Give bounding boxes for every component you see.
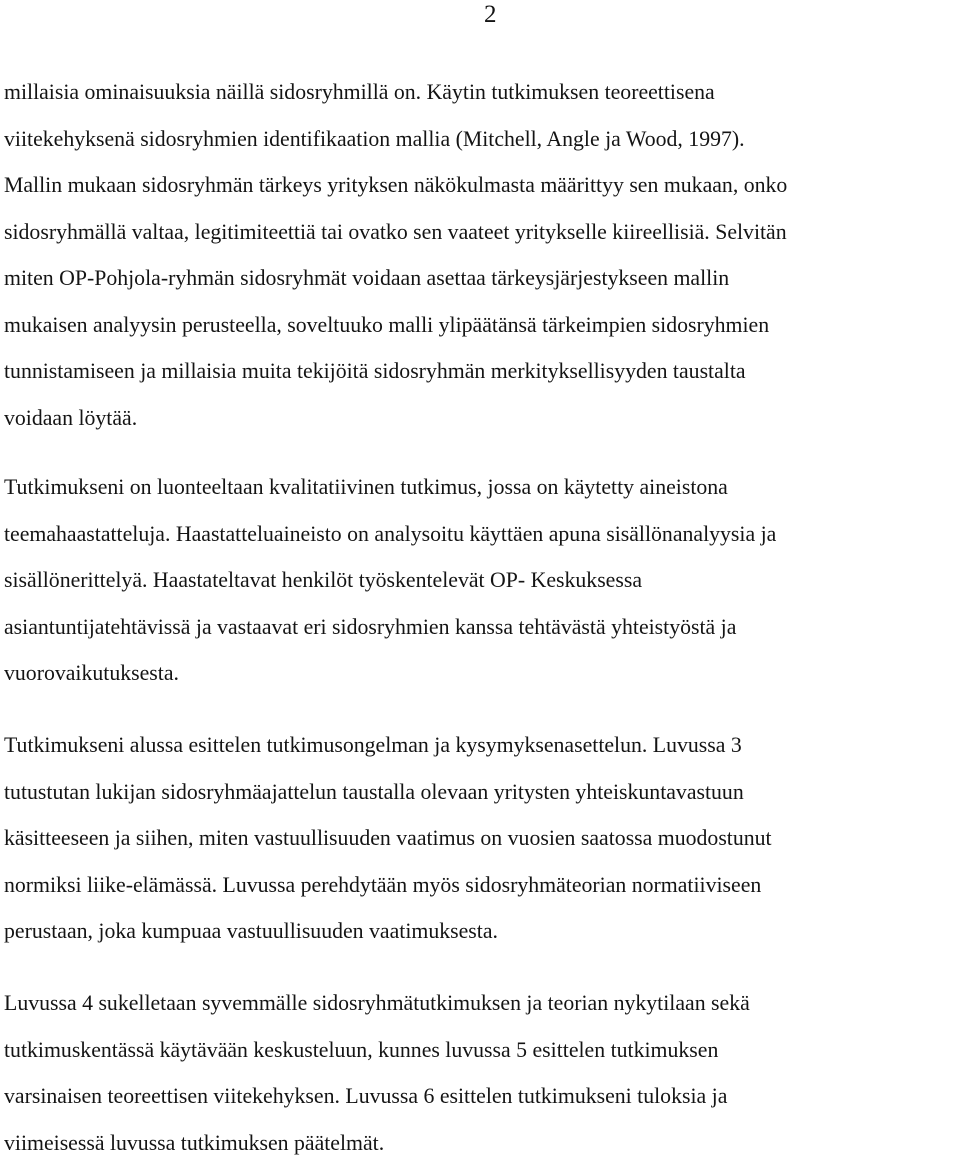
page-number: 2 [484, 0, 497, 30]
text-line: mukaisen analyysin perusteella, soveltuuko malli ylipäätänsä tärkeimpien sidosryhmien [4, 302, 960, 349]
text-line: tunnistamiseen ja millaisia muita tekijöitä sidosryhmän merkityksellisyyden taustalta [4, 348, 960, 395]
text-line: viitekehyksenä sidosryhmien identifikaation mallia (Mitchell, Angle ja Wood, 1997). [4, 116, 960, 163]
text-line: käsitteeseen ja siihen, miten vastuullisuuden vaatimus on vuosien saatossa muodostunut [4, 815, 960, 862]
text-line: Tutkimukseni on luonteeltaan kvalitatiivinen tutkimus, jossa on käytetty aineistona [4, 464, 960, 511]
text-line: tutustutan lukijan sidosryhmäajattelun taustalla olevaan yritysten yhteiskuntavastuun [4, 769, 960, 816]
text-line: teemahaastatteluja. Haastatteluaineisto on analysoitu käyttäen apuna sisällönanalyysia ja [4, 511, 960, 558]
text-line: tutkimuskentässä käytävään keskusteluun, kunnes luvussa 5 esittelen tutkimuksen [4, 1027, 960, 1074]
paragraph-2 [4, 464, 960, 697]
text-line: Tutkimukseni alussa esittelen tutkimusongelman ja kysymyksenasettelun. Luvussa 3 [4, 722, 960, 769]
text-line: vuorovaikutuksesta. [4, 650, 960, 697]
text-line: normiksi liike-elämässä. Luvussa perehdytään myös sidosryhmäteorian normatiiviseen [4, 862, 960, 909]
text-line: perustaan, joka kumpuaa vastuullisuuden vaatimuksesta. [4, 908, 960, 955]
text-line: millaisia ominaisuuksia näillä sidosryhmillä on. Käytin tutkimuksen teoreettisena [4, 69, 960, 116]
paragraph-4 [4, 980, 960, 1166]
paragraph-3 [4, 722, 960, 955]
text-line: viimeisessä luvussa tutkimuksen päätelmät. [4, 1120, 960, 1166]
text-line: voidaan löytää. [4, 395, 960, 442]
text-line: miten OP-Pohjola-ryhmän sidosryhmät voidaan asettaa tärkeysjärjestykseen mallin [4, 255, 960, 302]
text-line: varsinaisen teoreettisen viitekehyksen. Luvussa 6 esittelen tutkimukseni tuloksia ja [4, 1073, 960, 1120]
text-line: sisällönerittelyä. Haastateltavat henkilöt työskentelevät OP- Keskuksessa [4, 557, 960, 604]
paragraph-1 [4, 69, 960, 441]
text-line: sidosryhmällä valtaa, legitimiteettiä tai ovatko sen vaateet yritykselle kiireellisiä. Selvitän [4, 209, 960, 256]
text-line: Mallin mukaan sidosryhmän tärkeys yrityksen näkökulmasta määrittyy sen mukaan, onko [4, 162, 960, 209]
text-line: Luvussa 4 sukelletaan syvemmälle sidosryhmätutkimuksen ja teorian nykytilaan sekä [4, 980, 960, 1027]
text-line: asiantuntijatehtävissä ja vastaavat eri sidosryhmien kanssa tehtävästä yhteistyöstä ja [4, 604, 960, 651]
